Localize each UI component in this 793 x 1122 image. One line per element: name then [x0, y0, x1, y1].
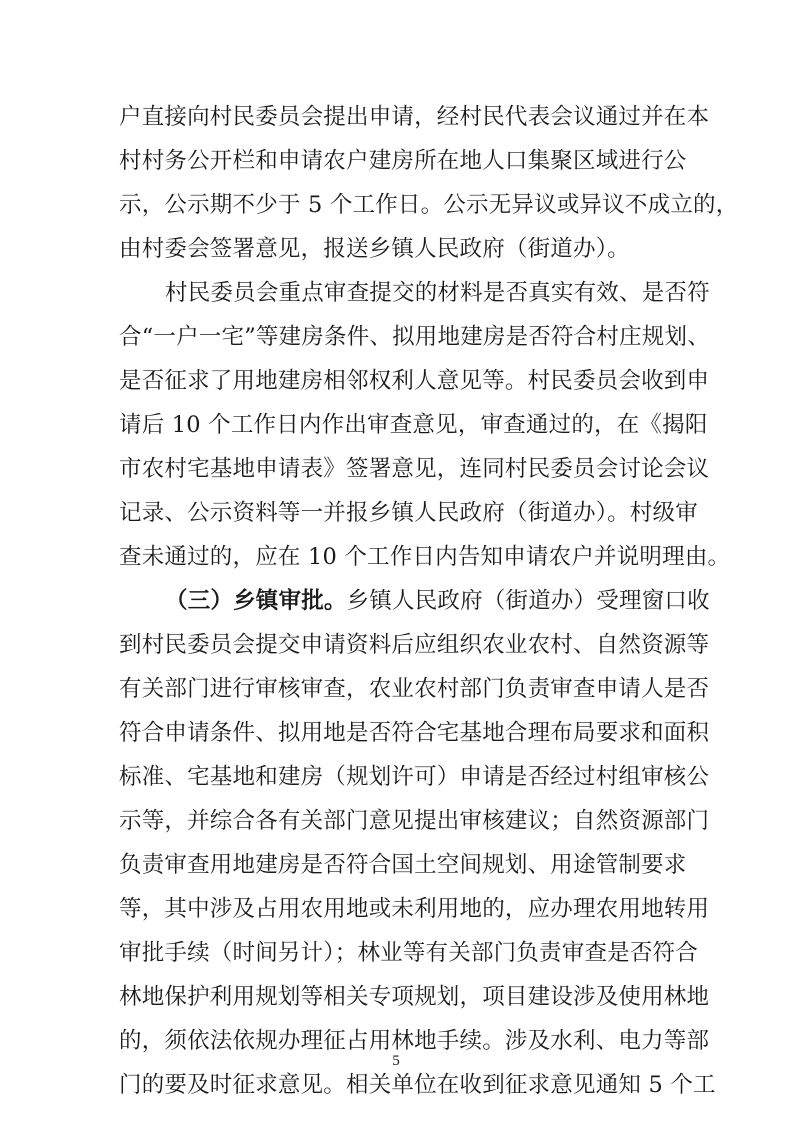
- paragraph-3-line-3: 有关部门进行审核审查，农业农村部门负责审查申请人是否: [119, 676, 710, 702]
- paragraph-2-line-3: 是否征求了用地建房相邻权利人意见等。村民委员会收到申: [119, 368, 710, 394]
- paragraph-1-line-4: 由村委会签署意见，报送乡镇人民政府（街道办）。: [119, 236, 630, 262]
- paragraph-2-line-2: 合“一户一宅”等建房条件、拟用地建房是否符合村庄规划、: [119, 324, 710, 350]
- paragraph-2-line-7: 查未通过的，应在 10 个工作日内告知申请农户并说明理由。: [119, 544, 731, 570]
- paragraph-3-line-1: [165, 579, 710, 623]
- page-number: 5: [392, 1053, 400, 1069]
- section-heading: （三）乡镇审批。: [165, 588, 347, 614]
- paragraph-3-line-11: 的，须依法依规办理征占用林地手续。涉及水利、电力等部: [119, 1028, 710, 1054]
- paragraph-3-line-10: 林地保护利用规划等相关专项规划，项目建设涉及使用林地: [119, 984, 710, 1010]
- paragraph-2-line-1: 村民委员会重点审查提交的材料是否真实有效、是否符: [165, 280, 710, 306]
- paragraph-3-line-7: 负责审查用地建房是否符合国土空间规划、用途管制要求: [119, 852, 687, 878]
- paragraph-3-line-5: 标准、宅基地和建房（规划许可）申请是否经过村组审核公: [119, 764, 710, 790]
- paragraph-2-line-4: 请后 10 个工作日内作出审查意见，审查通过的，在《揭阳: [119, 412, 708, 438]
- paragraph-3-line-9: 审批手续（时间另计）；林业等有关部门负责审查是否符合: [119, 940, 698, 966]
- paragraph-3-line-2: 到村民委员会提交申请资料后应组织农业农村、自然资源等: [119, 632, 710, 658]
- paragraph-3-line-4: 符合申请条件、拟用地是否符合宅基地合理布局要求和面积: [119, 720, 710, 746]
- paragraph-1-line-1: 户直接向村民委员会提出申请，经村民代表会议通过并在本: [119, 104, 710, 130]
- paragraph-3-line-8: 等，其中涉及占用农用地或未利用地的，应办理农用地转用: [119, 896, 710, 922]
- section-first-line-text: 乡镇人民政府（街道办）受理窗口收: [346, 588, 710, 614]
- paragraph-1-line-2: 村村务公开栏和申请农户建房所在地人口集聚区域进行公: [119, 148, 687, 174]
- paragraph-2-line-5: 市农村宅基地申请表》签署意见，连同村民委员会讨论会议: [119, 456, 710, 482]
- paragraph-1-line-3: 示，公示期不少于 5 个工作日。公示无异议或异议不成立的，: [119, 192, 739, 218]
- paragraph-2-line-6: 记录、公示资料等一并报乡镇人民政府（街道办）。村级审: [119, 500, 698, 526]
- paragraph-3-line-6: 示等，并综合各有关部门意见提出审核建议；自然资源部门: [119, 808, 710, 834]
- paragraph-3-line-12: 门的要及时征求意见。相关单位在收到征求意见通知 5 个工: [119, 1072, 716, 1098]
